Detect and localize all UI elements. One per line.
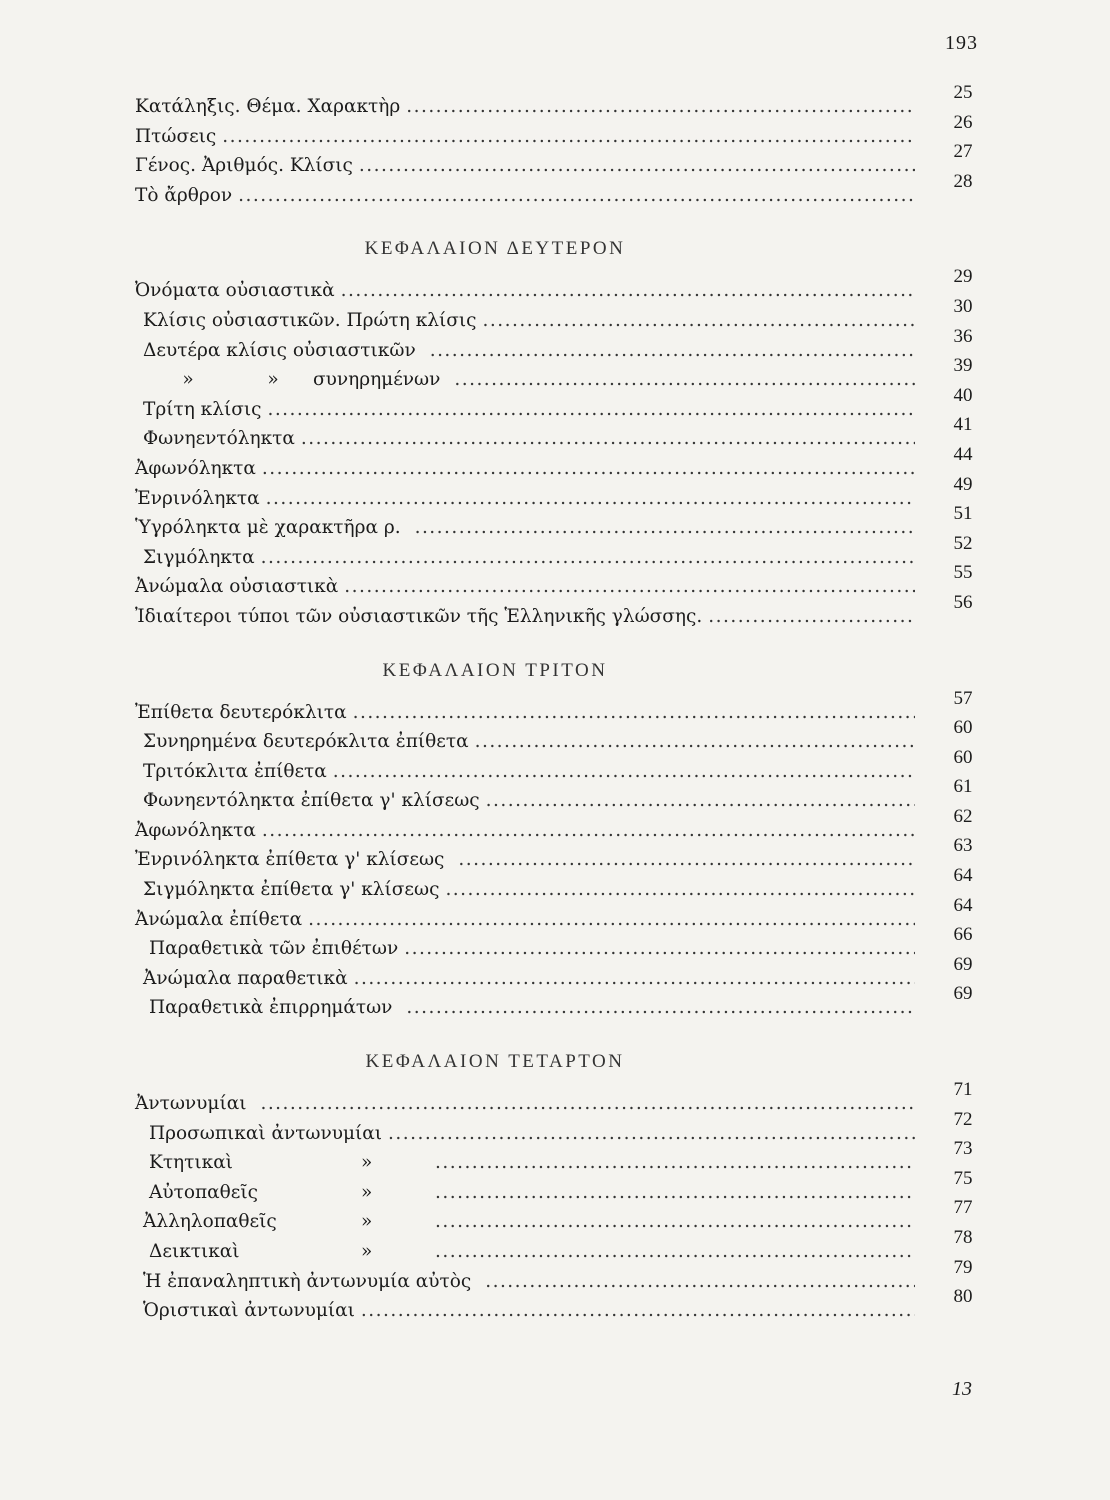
entry-label-ditto	[149, 1178, 429, 1208]
entry-page: 44	[953, 443, 973, 465]
entry-label: Κατάληξις. Θέμα. Χαρακτὴρ	[135, 96, 401, 117]
entry-label: Ἀνώμαλα παραθετικὰ	[143, 967, 348, 989]
entry-page: 57	[953, 687, 973, 709]
page-number-column	[933, 78, 993, 196]
leader-dots	[359, 151, 915, 181]
entry-label: Δεικτικαὶ	[149, 1241, 240, 1262]
leader-dots	[361, 1296, 915, 1326]
leader-dots	[708, 602, 915, 632]
entry-page: 61	[953, 776, 973, 798]
entry-page: 60	[953, 746, 973, 768]
entry-label: Ἀντωνυμίαι	[135, 1093, 247, 1115]
page-number-column	[933, 1075, 993, 1312]
ditto-mark: »	[361, 1152, 373, 1174]
leader-dots	[354, 964, 915, 994]
entry-page: 40	[953, 384, 973, 406]
entry-page: 29	[953, 266, 973, 288]
toc-entry	[135, 543, 915, 573]
entry-label: συνηρημένων	[313, 369, 441, 391]
entry-label: Τρίτη κλίσις	[143, 398, 262, 420]
entry-page: 69	[953, 983, 973, 1005]
ditto-mark: »	[182, 369, 194, 391]
entry-page: 62	[953, 805, 973, 827]
toc-entry	[135, 1178, 915, 1208]
entry-page: 26	[953, 111, 973, 133]
entry-page: 69	[953, 953, 973, 975]
entry-page: 52	[953, 532, 973, 554]
entry-page: 63	[953, 835, 973, 857]
entry-label: Σιγμόληκτα ἐπίθετα γ' κλίσεως	[143, 879, 440, 901]
entry-list	[135, 276, 915, 631]
toc-entry	[135, 306, 915, 336]
toc-entry	[135, 1089, 915, 1119]
leader-dots	[445, 875, 915, 905]
chapter-heading-second: ΚΕΦΑΛΑΙΟΝ ΔΕΥΤΕΡΟΝ	[364, 238, 626, 260]
toc-entry	[135, 513, 915, 543]
leader-dots	[222, 122, 915, 152]
leader-dots	[267, 395, 915, 425]
entry-label: Ἐνρινόληκτα ἐπίθετα γ' κλίσεως	[135, 849, 445, 871]
toc-entry	[135, 727, 915, 757]
entry-label: Ἀφωνόληκτα	[135, 819, 256, 841]
leader-dots	[430, 336, 915, 366]
toc-entry	[135, 602, 915, 632]
leader-dots	[485, 1267, 915, 1297]
toc-entry	[135, 365, 915, 395]
entry-label: Ἡ ἐπαναληπτικὴ ἀντωνυμία αὐτὸς	[143, 1270, 472, 1292]
toc-entry	[135, 92, 915, 122]
entry-label: Πτώσεις	[135, 125, 217, 147]
leader-dots	[388, 1119, 915, 1149]
leader-dots	[238, 181, 915, 211]
entry-label: Ὑγρόληκτα μὲ χαρακτῆρα ρ.	[135, 517, 401, 539]
leader-dots	[308, 905, 915, 935]
leader-dots	[344, 572, 915, 602]
toc-entry	[135, 757, 915, 787]
leader-dots	[266, 484, 915, 514]
toc-entry	[135, 484, 915, 514]
toc-entry	[135, 1237, 915, 1267]
entry-page: 30	[953, 295, 973, 317]
leader-dots	[353, 698, 915, 728]
leader-dots	[262, 454, 915, 484]
toc-section-third	[135, 687, 993, 1024]
toc-entry	[135, 698, 915, 728]
toc-entry	[135, 336, 915, 366]
toc-entry	[135, 181, 915, 211]
entry-page: 27	[953, 141, 973, 163]
entry-label: Τριτόκλιτα ἐπίθετα	[143, 760, 327, 782]
page-number-column	[933, 262, 993, 617]
leader-dots	[435, 1148, 915, 1178]
entry-page: 75	[953, 1167, 973, 1189]
entry-label: Παραθετικὰ τῶν ἐπιθέτων	[149, 938, 399, 960]
toc-entry	[135, 1119, 915, 1149]
page-number: 193	[945, 32, 978, 54]
toc-entry	[135, 276, 915, 306]
table-of-contents	[135, 82, 993, 1326]
toc-section-general	[135, 82, 993, 210]
page-number-column	[933, 684, 993, 1010]
entry-label: Προσωπικαὶ ἀντωνυμίαι	[149, 1122, 383, 1144]
leader-dots	[406, 993, 915, 1023]
toc-section-fourth	[135, 1079, 993, 1326]
entry-page: 56	[953, 591, 973, 613]
signature-mark: 13	[952, 1378, 972, 1400]
entry-label: Ἀνώμαλα ἐπίθετα	[135, 908, 303, 930]
entry-label: Σιγμόληκτα	[143, 546, 255, 568]
entry-label: Ἀνώμαλα οὐσιαστικὰ	[135, 576, 339, 598]
leader-dots	[415, 513, 915, 543]
entry-page: 39	[953, 355, 973, 377]
leader-dots	[404, 934, 915, 964]
entry-label: Ἀλληλοπαθεῖς	[143, 1211, 277, 1233]
leader-dots	[435, 1178, 915, 1208]
entry-page: 64	[953, 894, 973, 916]
entry-label: Τὸ ἄρθρον	[135, 184, 233, 206]
entry-page: 64	[953, 865, 973, 887]
entry-page: 78	[953, 1227, 973, 1248]
leader-dots	[261, 543, 915, 573]
leader-dots	[486, 786, 915, 816]
ditto-mark: »	[361, 1211, 373, 1233]
entry-label: Αὐτοπαθεῖς	[149, 1181, 258, 1203]
entry-page: 51	[953, 503, 973, 525]
entry-page: 77	[953, 1197, 973, 1219]
entry-label: Δευτέρα κλίσις οὐσιαστικῶν	[143, 339, 416, 361]
toc-entry	[135, 934, 915, 964]
entry-page: 60	[953, 717, 973, 739]
leader-dots	[435, 1207, 915, 1237]
entry-page: 55	[953, 562, 973, 584]
entry-page: 28	[953, 170, 973, 192]
entry-label-ditto	[143, 1207, 429, 1237]
ditto-mark: »	[267, 369, 279, 391]
ditto-mark: »	[361, 1241, 373, 1262]
leader-dots	[454, 365, 915, 395]
entry-label: Ὁριστικαὶ ἀντωνυμίαι	[143, 1300, 355, 1322]
entry-page: 41	[953, 414, 973, 436]
entry-page: 36	[953, 325, 973, 347]
leader-dots	[260, 1089, 915, 1119]
ditto-mark: »	[361, 1181, 373, 1203]
toc-entry	[135, 395, 915, 425]
toc-entry	[135, 905, 915, 935]
entry-page: 73	[953, 1138, 973, 1160]
entry-label: Παραθετικὰ ἐπιρρημάτων	[149, 997, 393, 1019]
leader-dots	[341, 276, 915, 306]
entry-page: 79	[953, 1256, 973, 1278]
entry-label: Κλίσις οὐσιαστικῶν. Πρώτη κλίσις	[143, 309, 477, 331]
toc-entry	[135, 1148, 915, 1178]
entry-label: Ὀνόματα οὐσιαστικὰ	[135, 280, 335, 302]
toc-entry	[135, 845, 915, 875]
entry-page: 25	[953, 82, 973, 103]
toc-entry	[135, 122, 915, 152]
toc-entry	[135, 1207, 915, 1237]
leader-dots	[458, 845, 915, 875]
chapter-heading-third: ΚΕΦΑΛΑΙΟΝ ΤΡΙΤΟΝ	[382, 659, 608, 681]
toc-entry	[135, 572, 915, 602]
entry-label: Συνηρημένα δευτερόκλιτα ἐπίθετα	[143, 731, 469, 753]
toc-entry	[135, 816, 915, 846]
entry-label: Κτητικαὶ	[149, 1152, 233, 1174]
toc-entry	[135, 993, 915, 1023]
entry-page: 80	[953, 1286, 973, 1308]
entry-label: Ἀφωνόληκτα	[135, 457, 256, 479]
chapter-heading-fourth: ΚΕΦΑΛΑΙΟΝ ΤΕΤΑΡΤΟΝ	[365, 1051, 625, 1073]
entry-label: Ἐνρινόληκτα	[135, 487, 260, 509]
entry-page: 66	[953, 924, 973, 946]
leader-dots	[301, 424, 915, 454]
entry-label: Ἐπίθετα δευτερόκλιτα	[135, 701, 347, 723]
leader-dots	[475, 727, 915, 757]
toc-entry	[135, 964, 915, 994]
entry-label: Γένος. Ἀριθμός. Κλίσις	[135, 155, 353, 177]
entry-page: 72	[953, 1108, 973, 1130]
toc-section-second	[135, 266, 993, 631]
entry-page: 49	[953, 473, 973, 495]
toc-entry	[135, 786, 915, 816]
entry-label: Ἰδιαίτεροι τύποι τῶν οὐσιαστικῶν τῆς Ἑλληνικῆς γλώσσης.	[135, 605, 703, 627]
entry-label-ditto	[143, 365, 448, 395]
entry-label-ditto	[149, 1148, 429, 1178]
toc-entry	[135, 875, 915, 905]
leader-dots	[406, 92, 915, 122]
toc-entry	[135, 1296, 915, 1326]
entry-list	[135, 698, 915, 1024]
entry-page: 71	[953, 1079, 973, 1101]
entry-label: Φωνηεντόληκτα	[143, 428, 295, 450]
toc-entry	[135, 151, 915, 181]
entry-list	[135, 92, 915, 210]
entry-label-ditto	[149, 1237, 429, 1267]
toc-entry	[135, 454, 915, 484]
toc-entry	[135, 424, 915, 454]
leader-dots	[483, 306, 915, 336]
toc-entry	[135, 1267, 915, 1297]
entry-list	[135, 1089, 915, 1326]
leader-dots	[333, 757, 915, 787]
leader-dots	[435, 1237, 915, 1267]
entry-label: Φωνηεντόληκτα ἐπίθετα γ' κλίσεως	[143, 790, 480, 812]
leader-dots	[262, 816, 915, 846]
